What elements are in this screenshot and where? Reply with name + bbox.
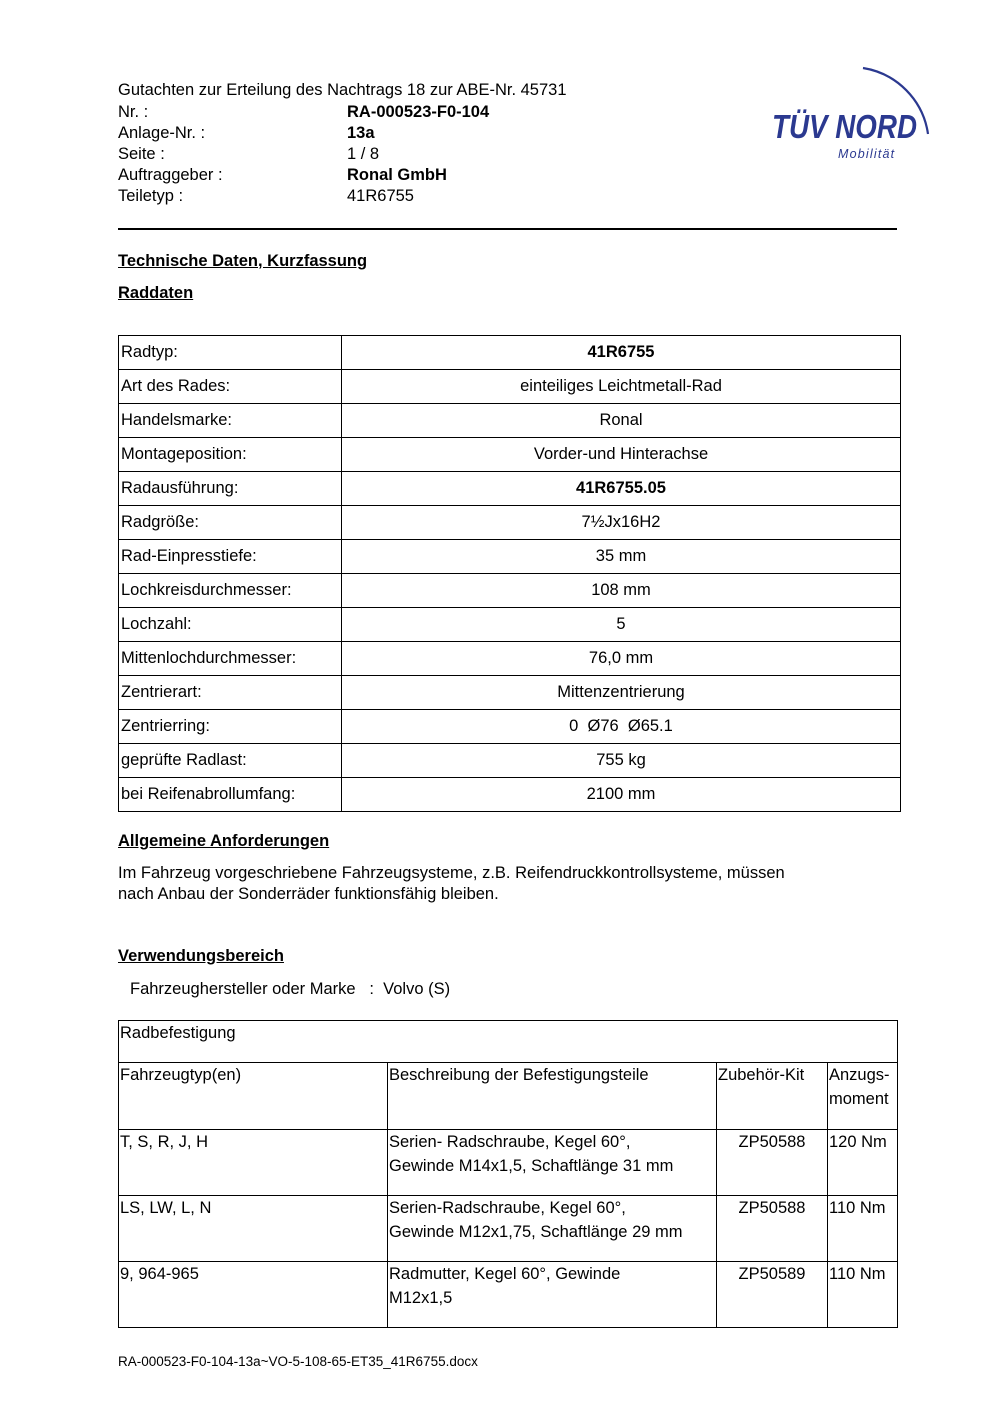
section-title-raddaten: Raddaten [118, 284, 194, 302]
rad-label: Art des Rades: [119, 370, 342, 404]
desc-line: Gewinde M14x1,5, Schaftlänge 31 mm [389, 1157, 674, 1175]
rad-value: 35 mm [342, 540, 901, 574]
cell-kit: ZP50588 [717, 1196, 828, 1262]
hersteller-label: Fahrzeughersteller oder Marke [130, 980, 356, 998]
rad-label: Lochzahl: [119, 608, 342, 642]
header-value: Ronal GmbH [347, 166, 447, 184]
header-cell-kit: Zubehör-Kit [717, 1063, 828, 1130]
hersteller-line [130, 979, 900, 1000]
section-title-anforderungen: Allgemeine Anforderungen [118, 832, 330, 850]
rad-label: Radtyp: [119, 336, 342, 370]
anforderungen-line-1: Im Fahrzeug vorgeschriebene Fahrzeugsysteme, z.B. Reifendruckkontrollsysteme, müssen [118, 864, 785, 882]
header-value: RA-000523-F0-104 [347, 103, 490, 121]
header-value: 1 / 8 [347, 145, 380, 163]
rad-value: einteiliges Leichtmetall-Rad [342, 370, 901, 404]
section-title-verwendung: Verwendungsbereich [118, 947, 284, 965]
desc-line: M12x1,5 [389, 1289, 453, 1307]
rad-value: 41R6755.05 [342, 472, 901, 506]
header-info [118, 102, 678, 207]
rad-value: 5 [342, 608, 901, 642]
cell-typ: T, S, R, J, H [119, 1130, 388, 1196]
anforderungen-text [118, 863, 888, 905]
rad-label: Radausführung: [119, 472, 342, 506]
rad-value: 7½Jx16H2 [342, 506, 901, 540]
befestigung-table [118, 1020, 898, 1328]
header-label: Anlage-Nr. : [118, 124, 206, 142]
cell-kit: ZP50588 [717, 1130, 828, 1196]
logo-brand: TÜV NORD [772, 108, 917, 145]
table-row [119, 1021, 898, 1063]
cell-moment: 110 Nm [828, 1196, 898, 1262]
header-moment-line-2: moment [829, 1090, 889, 1108]
desc-line: Serien-Radschraube, Kegel 60°, [389, 1199, 626, 1217]
rad-value: Ronal [342, 404, 901, 438]
cell-kit: ZP50589 [717, 1262, 828, 1328]
cell-moment: 110 Nm [828, 1262, 898, 1328]
cell-typ: 9, 964-965 [119, 1262, 388, 1328]
rad-label: Mittenlochdurchmesser: [119, 642, 342, 676]
rad-value: 41R6755 [342, 336, 901, 370]
header-row-nr [118, 102, 678, 123]
cell-desc [388, 1196, 717, 1262]
table-row [119, 472, 901, 506]
header-label: Teiletyp : [118, 187, 184, 205]
header-label: Seite : [118, 145, 165, 163]
table-header-row [119, 1063, 898, 1130]
table-row [119, 710, 901, 744]
table-row [119, 506, 901, 540]
table-row [119, 370, 901, 404]
rad-label: bei Reifenabrollumfang: [119, 778, 342, 812]
footer-filename: RA-000523-F0-104-13a~VO-5-108-65-ET35_41R6755.docx [118, 1354, 478, 1369]
rad-label: Montageposition: [119, 438, 342, 472]
table-row [119, 1262, 898, 1328]
table-row [119, 642, 901, 676]
table-row [119, 438, 901, 472]
header-row-anlage [118, 123, 678, 144]
header-row-auftraggeber [118, 165, 678, 186]
header-value: 13a [347, 124, 375, 142]
header-row-seite [118, 144, 678, 165]
rad-value: 0 Ø76 Ø65.1 [342, 710, 901, 744]
report-title: Gutachten zur Erteilung des Nachtrags 18 zur ABE-Nr. 45731 [118, 81, 567, 99]
desc-line: Serien- Radschraube, Kegel 60°, [389, 1133, 631, 1151]
table-row [119, 336, 901, 370]
cell-desc [388, 1262, 717, 1328]
cell-typ: LS, LW, L, N [119, 1196, 388, 1262]
rad-value: 76,0 mm [342, 642, 901, 676]
cell-desc [388, 1130, 717, 1196]
anforderungen-line-2: nach Anbau der Sonderräder funktionsfähig bleiben. [118, 885, 499, 903]
section-title-tech: Technische Daten, Kurzfassung [118, 252, 368, 270]
header-cell-moment [828, 1063, 898, 1130]
header-label: Auftraggeber : [118, 166, 223, 184]
rad-label: Rad-Einpresstiefe: [119, 540, 342, 574]
table-row [119, 540, 901, 574]
header-cell-typ: Fahrzeugtyp(en) [119, 1063, 388, 1130]
rad-label: Lochkreisdurchmesser: [119, 574, 342, 608]
desc-line: Gewinde M12x1,75, Schaftlänge 29 mm [389, 1223, 683, 1241]
table-row [119, 778, 901, 812]
rad-label: Zentrierart: [119, 676, 342, 710]
rad-label: Zentrierring: [119, 710, 342, 744]
tuv-nord-logo [768, 56, 948, 166]
table-row [119, 608, 901, 642]
rad-label: Handelsmarke: [119, 404, 342, 438]
rad-value: 755 kg [342, 744, 901, 778]
table-row [119, 404, 901, 438]
header-row-teiletyp [118, 186, 678, 207]
header-cell-desc: Beschreibung der Befestigungsteile [388, 1063, 717, 1130]
rad-value: 108 mm [342, 574, 901, 608]
header-moment-line-1: Anzugs- [829, 1066, 890, 1084]
rad-label: Radgröße: [119, 506, 342, 540]
rad-value: Mittenzentrierung [342, 676, 901, 710]
cell-moment: 120 Nm [828, 1130, 898, 1196]
table-row [119, 1196, 898, 1262]
table-row [119, 574, 901, 608]
table-row [119, 744, 901, 778]
hersteller-value: : Volvo (S) [369, 980, 451, 998]
header-divider [118, 228, 897, 230]
rad-value: Vorder-und Hinterachse [342, 438, 901, 472]
logo-sub: Mobilität [838, 147, 896, 161]
header-label: Nr. : [118, 103, 149, 121]
header-value: 41R6755 [347, 187, 414, 205]
befestigung-title: Radbefestigung [119, 1021, 898, 1063]
rad-value: 2100 mm [342, 778, 901, 812]
table-row [119, 1130, 898, 1196]
raddaten-table [118, 335, 901, 812]
table-row [119, 676, 901, 710]
rad-label: geprüfte Radlast: [119, 744, 342, 778]
desc-line: Radmutter, Kegel 60°, Gewinde [389, 1265, 621, 1283]
